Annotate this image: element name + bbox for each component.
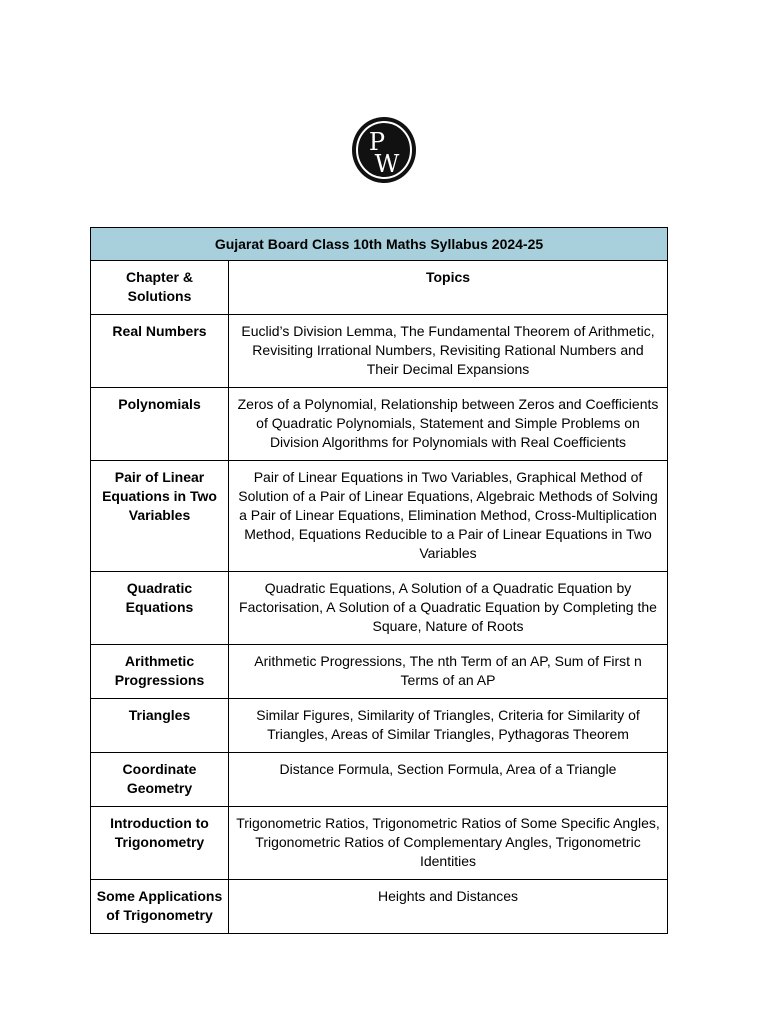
syllabus-table (90, 227, 668, 934)
chapter-cell: Polynomials (91, 388, 229, 461)
chapter-cell: Pair of Linear Equations in Two Variables (91, 461, 229, 572)
table-title-row (91, 228, 668, 261)
table-row (91, 880, 668, 934)
chapter-cell: Coordinate Geometry (91, 753, 229, 807)
table-row (91, 461, 668, 572)
table-row (91, 753, 668, 807)
topics-cell: Euclid’s Division Lemma, The Fundamental Theorem of Arithmetic, Revisiting Irrational Numbers, Revisiting Rational Numbers and Their Decimal Expansions (229, 315, 668, 388)
table-row (91, 807, 668, 880)
pw-logo (351, 116, 417, 184)
pw-logo-graphic (351, 116, 417, 184)
topics-cell: Quadratic Equations, A Solution of a Quadratic Equation by Factorisation, A Solution of a Quadratic Equation by Completing the Square, Nature of Roots (229, 572, 668, 645)
table-row (91, 572, 668, 645)
table-row (91, 388, 668, 461)
logo-letter-p: P (368, 128, 386, 156)
topics-cell: Arithmetic Progressions, The nth Term of an AP, Sum of First n Terms of an AP (229, 645, 668, 699)
chapter-cell: Quadratic Equations (91, 572, 229, 645)
chapter-cell: Introduction to Trigonometry (91, 807, 229, 880)
table-row (91, 645, 668, 699)
table-row (91, 699, 668, 753)
topics-cell: Trigonometric Ratios, Trigonometric Ratios of Some Specific Angles, Trigonometric Ratios of Complementary Angles, Trigonometric Identities (229, 807, 668, 880)
column-header-chapter: Chapter & Solutions (91, 261, 229, 315)
table-header-row (91, 261, 668, 315)
topics-cell: Similar Figures, Similarity of Triangles, Criteria for Similarity of Triangles, Areas of Similar Triangles, Pythagoras Theorem (229, 699, 668, 753)
column-header-topics: Topics (229, 261, 668, 315)
table-title: Gujarat Board Class 10th Maths Syllabus 2024-25 (91, 228, 668, 261)
chapter-cell: Some Applications of Trigonometry (91, 880, 229, 934)
chapter-cell: Triangles (91, 699, 229, 753)
logo-letter-w: W (374, 150, 400, 178)
topics-cell: Heights and Distances (229, 880, 668, 934)
table-row (91, 315, 668, 388)
chapter-cell: Real Numbers (91, 315, 229, 388)
topics-cell: Distance Formula, Section Formula, Area of a Triangle (229, 753, 668, 807)
topics-cell: Zeros of a Polynomial, Relationship between Zeros and Coefficients of Quadratic Polynomials, Statement and Simple Problems on Division Algorithms for Polynomials with Real Coefficients (229, 388, 668, 461)
chapter-cell: Arithmetic Progressions (91, 645, 229, 699)
topics-cell: Pair of Linear Equations in Two Variables, Graphical Method of Solution of a Pair of Linear Equations, Algebraic Methods of Solving a Pair of Linear Equations, Elimination Method, Cross-Multiplication Method, Equations Reducible to a Pair of Linear Equations in Two Variables (229, 461, 668, 572)
